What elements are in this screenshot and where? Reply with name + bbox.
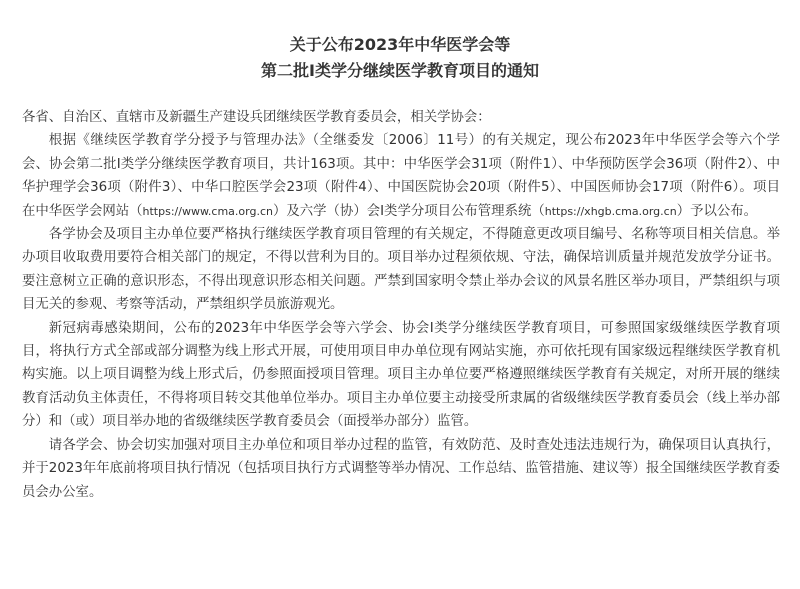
xhgb-system-url: https://xhgb.cma.org.cn <box>544 204 677 218</box>
salutation: 各省、自治区、直辖市及新疆生产建设兵团继续医学教育委员会，相关学协会： <box>22 110 491 125</box>
cma-website-url: https://www.cma.org.cn <box>142 204 273 218</box>
paragraph-1-text-b: ）及六学（协）会Ⅰ类学分项目公布管理系统（ <box>272 203 545 219</box>
title-line-2: 第二批Ⅰ类学分继续医学教育项目的通知 <box>261 61 539 80</box>
paragraph-4: 请各学会、协会切实加强对项目主办单位和项目举办过程的监管，有效防范、及时查处违法违规行为，确保项目认真执行，并于2023年年底前将项目执行情况（包括项目执行方式调整等举办情况、工作总结、监管措施、建议等）报全国继续医学教育委员会办公室。 <box>22 437 780 500</box>
paragraph-1 <box>22 129 780 223</box>
paragraph-1-text-a: 根据《继续医学教育学分授予与管理办法》（全继委发〔2006〕11号）的有关规定，现公布2023年中华医学会等六个学会、协会第二批Ⅰ类学分继续医学教育项目，共计163项。其中：中华医学会31项（附件1）、中华预防医学会36项（附件2）、中华护理学会36项（附件3）、中华口腔医学会23项（附件4）、中国医院协会20项（附件5）、中国医师协会17项（附件6）。项目在中华医学会网站（ <box>22 133 780 219</box>
title-line-1: 关于公布2023年中华医学会等 <box>289 35 511 54</box>
paragraph-3: 新冠病毒感染期间，公布的2023年中华医学会等六学会、协会Ⅰ类学分继续医学教育项目，可参照国家级继续医学教育项目，将执行方式全部或部分调整为线上形式开展，可使用项目申办单位现有网站实施，亦可依托现有国家级远程继续医学教育机构实施。以上项目调整为线上形式后，仍参照面授项目管理。项目主办单位要严格遵照继续医学教育有关规定，对所开展的继续教育活动负主体责任，不得将项目转交其他单位举办。项目主办单位要主动接受所隶属的省级继续医学教育委员会（线上举办部分）和（或）项目举办地的省级继续医学教育委员会（面授举办部分）监管。 <box>22 320 780 430</box>
paragraph-1-text-c: ）予以公布。 <box>676 203 758 219</box>
notice-body <box>22 106 780 504</box>
paragraph-2: 各学协会及项目主办单位要严格执行继续医学教育项目管理的有关规定，不得随意更改项目编号、名称等项目相关信息。举办项目收取费用要符合相关部门的规定，不得以营利为目的。项目举办过程须依规、守法，确保培训质量并规范发放学分证书。要注意树立正确的意识形态，不得出现意识形态相关问题。严禁到国家明令禁止举办会议的风景名胜区举办项目，严禁组织与项目无关的参观、考察等活动，严禁组织学员旅游观光。 <box>22 227 780 313</box>
notice-title <box>0 32 800 84</box>
